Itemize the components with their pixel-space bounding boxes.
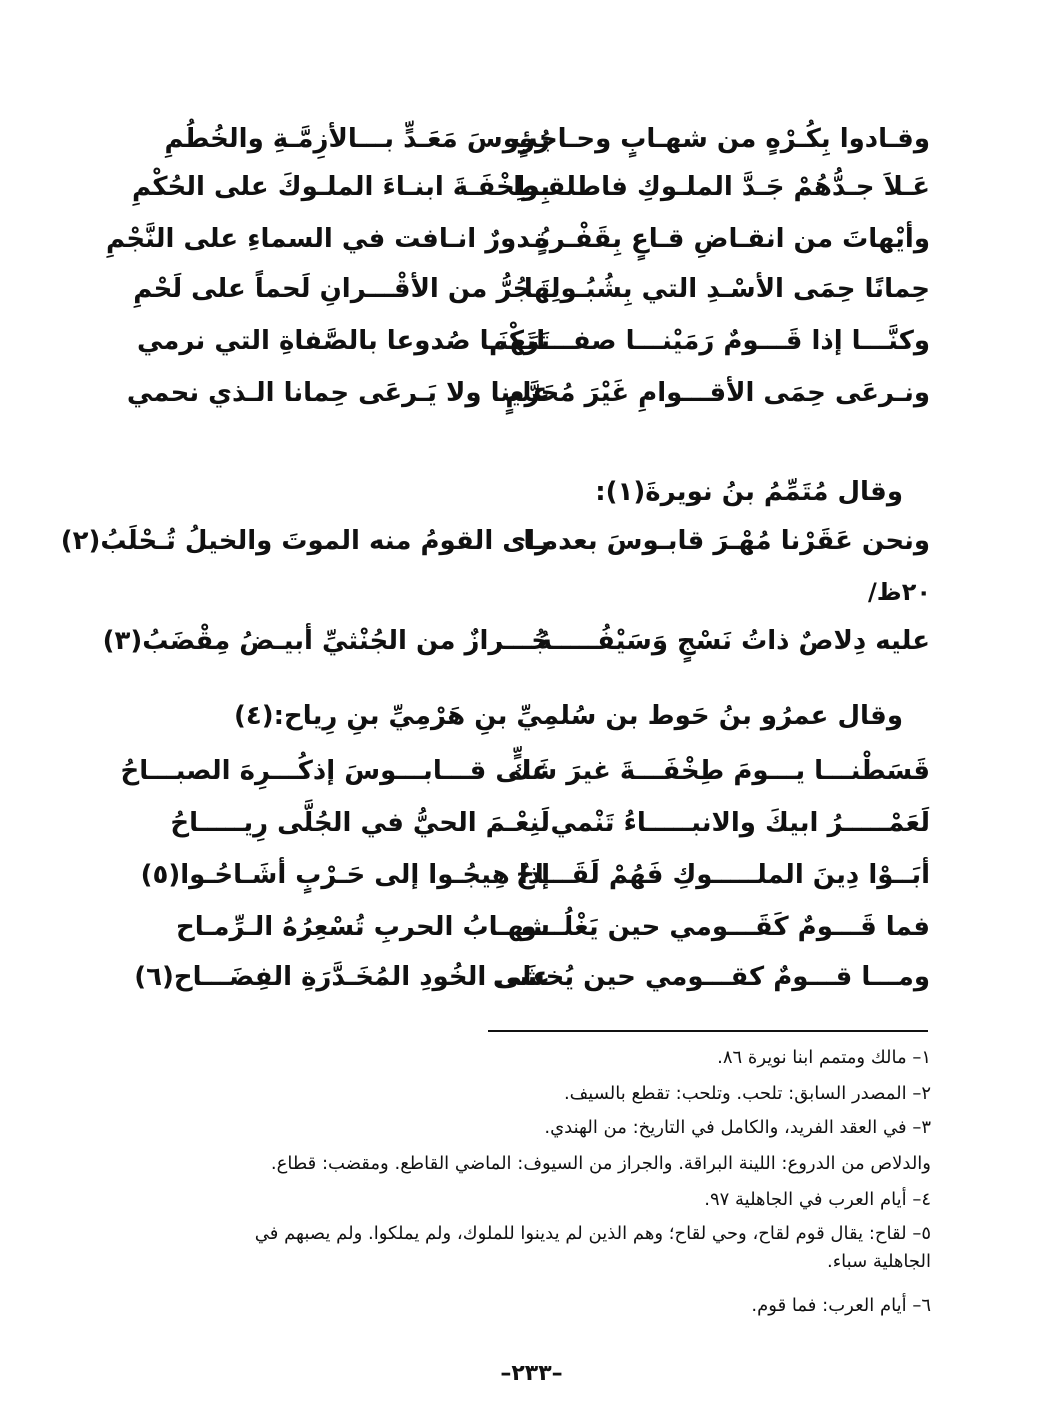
footnote: ٢– المصدر السابق: تلحب. وتلحب: تقطع بالسيف. <box>563 1083 931 1104</box>
verse-first-hemistich: وقـادوا بِكُـرْهٍ من شهـابٍ وحـاجبٍ <box>511 124 930 154</box>
verse-line <box>175 900 930 954</box>
footnote: ٥– لقاح: يقال قوم لقاح، وحي لقاح؛ وهم الذين لم يدينوا للملوك، ولم يملكوا. ولم يصبهم في الجاهلية سباء. <box>254 1223 931 1272</box>
verse-first-hemistich: قَسَطْنـــا يـــومَ طِخْفَـــةَ غيرَ شَكٍّ <box>507 756 930 786</box>
verse-line <box>132 160 930 214</box>
verse-first-hemistich: حِمانًا حِمَى الأسْـدِ التي بِشُبُـولِها <box>523 274 930 304</box>
verse-line <box>120 744 930 798</box>
verse-second-hemistich: تَـجُرُّ من الأقْـــرانِ لَحماً على لَحْمِ <box>133 274 550 304</box>
verse-first-hemistich: أبَــوْا دِينَ الملـــــوكِ فَهُمْ لَقَـــاحٌ <box>516 860 930 890</box>
manuscript-folio-mark: ٢٠ظ/ <box>868 578 931 606</box>
verse-second-hemistich: بِطِخْفَـةَ ابنـاءَ الملـوكَ على الحُكْمِ <box>132 172 550 202</box>
verse-second-hemistich: إذا هِيجُـوا إلى حَـرْبٍ أشَـاحُـوا(٥) <box>140 860 550 890</box>
page-number: –٢٣٣– <box>500 1361 563 1386</box>
verse-second-hemistich: لَنِعْـمَ الحيُّ في الجُلَّى رِيـــــاحُ <box>170 808 550 838</box>
verse-first-hemistich: ونـرعَى حِمَى الأقـــوامِ غَيْرَ مُحَرَّمٍ <box>505 378 930 408</box>
verse-second-hemistich: على قـــابـــوسَ إذكُـــرِهَ الصبـــاحُ <box>120 756 550 786</box>
verse-line <box>140 848 930 902</box>
verse-line <box>164 112 930 166</box>
footnote: ٣– في العقد الفريد، والكامل في التاريخ: من الهندي. <box>544 1117 931 1138</box>
verse-line <box>106 212 930 266</box>
poem-intro: وقال عمرُو بنُ حَوط بن سُلمِيِّ بنِ هَرْمِيِّ بنِ رِياح:(٤) <box>234 701 903 731</box>
verse-second-hemistich: جُـــرازٌ من الجُنْثيِّ أبيـضُ مِقْضَبُ(٣) <box>102 626 550 656</box>
verse-line <box>133 262 930 316</box>
verse-first-hemistich: لَعَمْـــــرُ ابيكَ والانبـــــاءُ تَنْمي <box>550 808 930 838</box>
verse-line <box>102 614 930 668</box>
verse-second-hemistich: شهـابُ الحربِ تُسْعِرُهُ الـرِّمـاح <box>175 912 550 942</box>
verse-first-hemistich: ومـــا قـــومٌ كقـــومي حين يُخشَى <box>492 962 930 992</box>
verse-line <box>126 366 930 420</box>
verse-first-hemistich: عليه دِلاصٌ ذاتُ نَسْجٍ وَسَيْفُـــــهُ <box>536 626 930 656</box>
footnote: ٤– أيام العرب في الجاهلية ٩٧. <box>704 1189 931 1210</box>
verse-first-hemistich: وأيْهاتَ من انقـاضِ قـاعٍ بِقَفْـرةٍ <box>534 224 930 254</box>
footnote: ٦– أيام العرب: فما قوم. <box>751 1295 931 1316</box>
verse-second-hemistich: علينا ولا يَـرعَى حِمانا الـذي نحمي <box>126 378 550 408</box>
verse-first-hemistich: ونحن عَقَرْنا مُهْـرَ قابـوسَ بعدمـا <box>523 526 930 556</box>
footnote-separator <box>488 1030 928 1032</box>
verse-first-hemistich: فما قَـــومٌ كَقَـــومي حين يَغْلُـــو <box>520 912 930 942</box>
verse-line <box>136 314 930 368</box>
verse-second-hemistich: تَرَكْنَـا صُدوعا بالصَّفاةِ التي نرمي <box>136 326 550 356</box>
verse-first-hemistich: وكنَّـــا إذا قَـــومٌ رَمَيْنـــا صفـــاتَهم <box>488 326 930 356</box>
verse-first-hemistich: عَـلاَ جـدُّهُمْ جَـدَّ الملـوكِ فاطلقـوا <box>513 172 930 202</box>
poem-intro: وقال مُتَمِّمُ بنُ نويرةَ(١): <box>595 477 903 507</box>
verse-second-hemistich: على الخُودِ المُخَـدَّرَةِ الفِضَـــاح(٦) <box>134 962 550 992</box>
footnote: والدلاص من الدروع: اللينة البراقة. والجراز من السيوف: الماضي القاطع. ومقضب: قطاع. <box>270 1153 931 1174</box>
verse-second-hemistich: رُؤوسَ مَعَـدٍّ بـــالأزِمَّـةِ والخُطُمِ <box>164 124 550 154</box>
verse-line <box>60 514 930 568</box>
footnote: ١– مالك ومتمم ابنا نويرة ٨٦. <box>717 1047 931 1068</box>
verse-second-hemistich: راى القومُ منه الموتَ والخيلُ تُـحْلَبُ(٢) <box>60 526 550 556</box>
verse-line <box>134 950 930 1004</box>
verse-line <box>170 796 930 850</box>
verse-second-hemistich: بُـدورٌ انـافت في السماءِ على النَّجْمِ <box>106 224 550 254</box>
